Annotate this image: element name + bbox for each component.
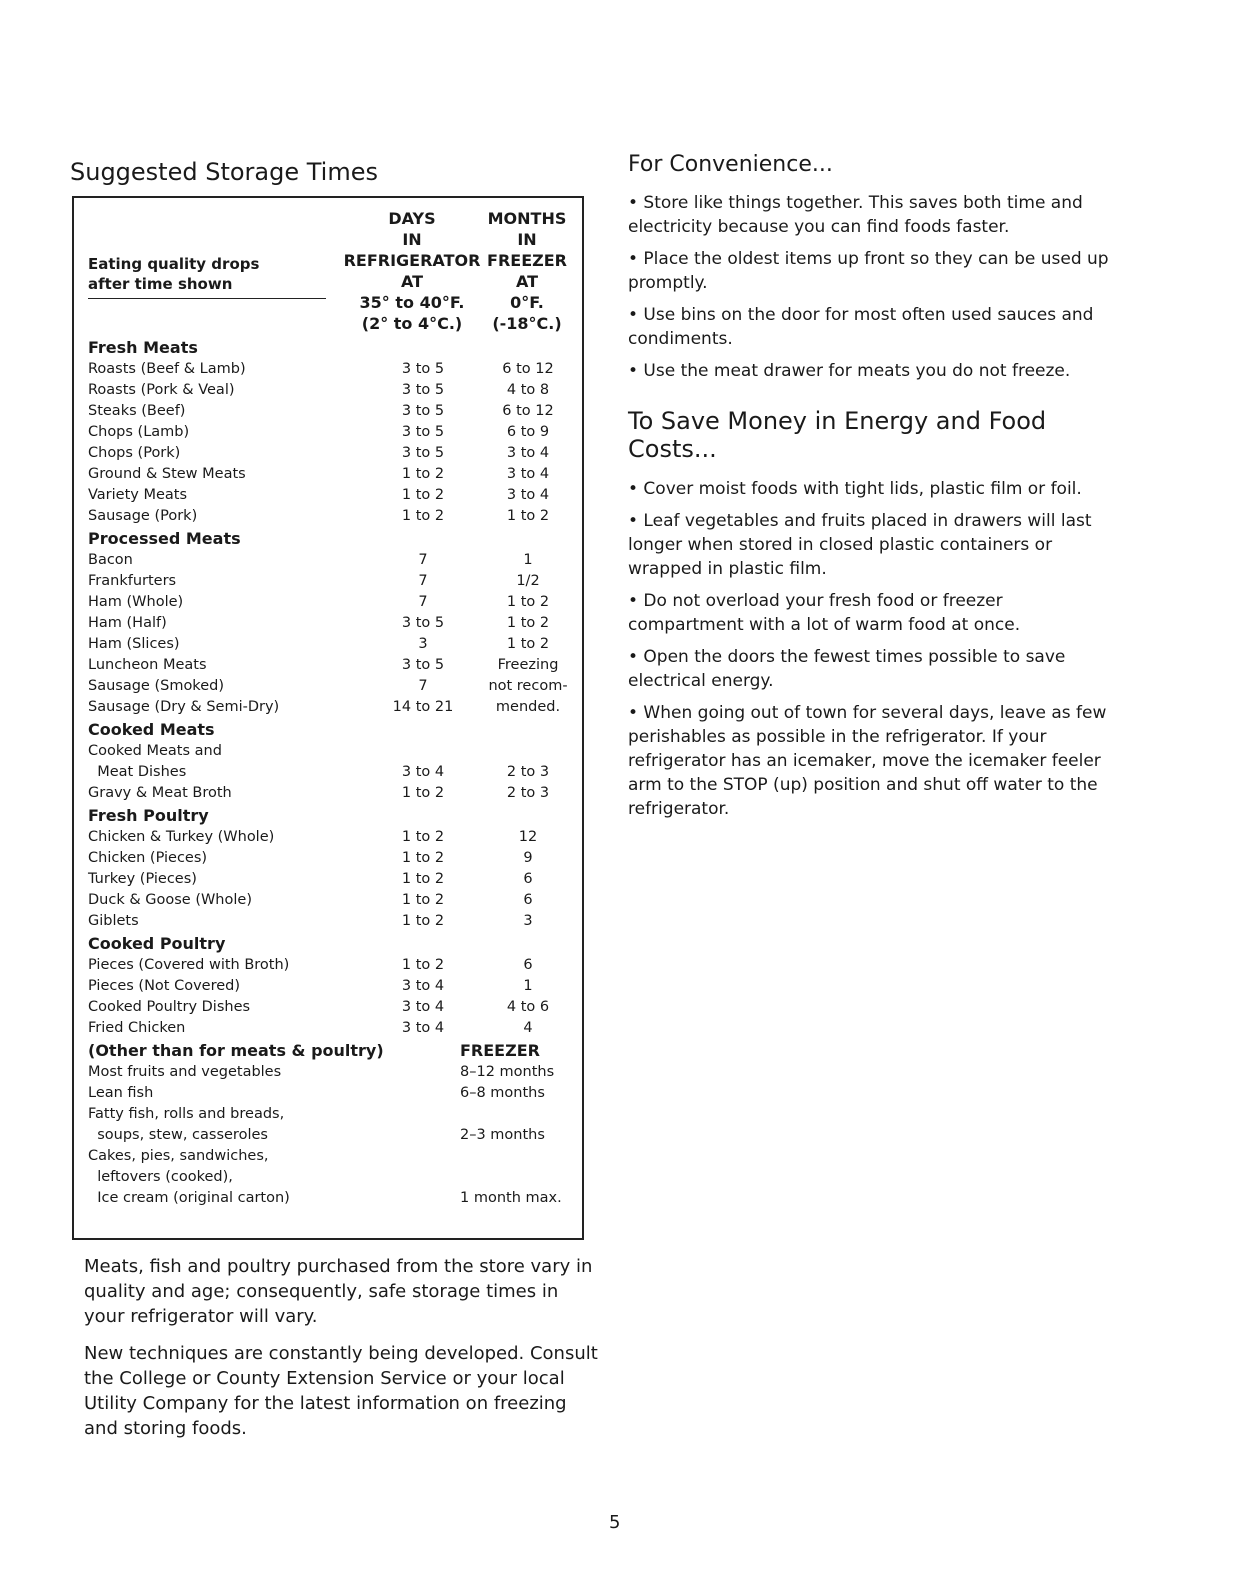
refrigerator-days-cell: 7 [418,573,428,589]
row-label: soups, stew, casseroles [88,1127,268,1143]
freezer-months-cell: 6 to 9 [506,424,550,440]
table-row [88,1064,578,1085]
table-row [88,615,578,636]
freezer-months-cell: 6 to 12 [502,361,554,377]
header-line: REFRIGERATOR [343,251,481,270]
refrigerator-days-cell: 3 to 5 [401,403,445,419]
row-label: Processed Meats [88,529,241,548]
table-row [88,424,578,445]
table-row [88,466,578,487]
table-row [88,1020,578,1041]
refrigerator-days-cell: 3 to 5 [401,657,445,673]
row-label: Chicken (Pieces) [88,850,208,866]
refrigerator-days-cell: 3 to 5 [401,615,445,631]
row-label: Lean fish [88,1085,154,1101]
row-label: Ham (Whole) [88,594,184,610]
row-label: Duck & Goose (Whole) [88,892,252,908]
freezer-months-cell: 2 to 3 [506,764,550,780]
table-row [88,892,578,913]
row-label: Cooked Poultry [88,934,226,953]
row-label: Meat Dishes [88,764,187,780]
row-label: Pieces (Covered with Broth) [88,957,290,973]
tip-bullet: • Use bins on the door for most often used sauces and condiments. [628,305,1094,349]
table-row [88,573,578,594]
table-row [88,978,578,999]
freezer-months-cell: 3 to 4 [506,445,550,461]
freezer-time-cell: 6–8 months [460,1085,545,1101]
refrigerator-days-cell: 1 to 2 [401,508,445,524]
row-label: Giblets [88,913,139,929]
table-row [88,913,578,934]
row-label: Cooked Meats and [88,743,222,759]
refrigerator-column-header [342,208,482,334]
tip-bullet: • Open the doors the fewest times possible to save electrical energy. [628,647,1066,691]
row-label: leftovers (cooked), [88,1169,233,1185]
section-heading-row [88,720,578,743]
row-label: Roasts (Pork & Veal) [88,382,235,398]
row-label: Chops (Lamb) [88,424,190,440]
freezer-months-cell: 2 to 3 [506,785,550,801]
table-row [88,1190,578,1211]
row-label: Ground & Stew Meats [88,466,246,482]
freezer-months-cell: 6 [523,957,533,973]
header-line: IN [517,230,537,249]
table-row [88,1127,578,1148]
convenience-title: For Convenience... [628,152,833,177]
table-row [88,1148,578,1169]
refrigerator-days-cell: 1 to 2 [401,850,445,866]
row-label: Ham (Half) [88,615,167,631]
freezer-months-cell: not recom- [488,678,568,694]
freezer-column-header [474,208,580,334]
table-row [88,699,578,720]
refrigerator-days-cell: 1 to 2 [401,785,445,801]
header-line: MONTHS [487,209,567,228]
row-label: Sausage (Pork) [88,508,198,524]
freezer-months-cell: 4 to 6 [506,999,550,1015]
note-paragraph: Meats, fish and poultry purchased from the store vary in quality and age; consequently, safe storage times in your refrigerator will vary. [84,1256,593,1327]
freezer-months-cell: 1/2 [516,573,540,589]
row-label: Cooked Poultry Dishes [88,999,251,1015]
refrigerator-days-cell: 7 [418,678,428,694]
table-row [88,1106,578,1127]
table-row [88,1041,578,1064]
refrigerator-days-cell: 3 to 4 [401,1020,445,1036]
row-label: Bacon [88,552,133,568]
header-line: (-18°C.) [492,314,562,333]
section-heading-row [88,529,578,552]
freezer-months-cell: 3 to 4 [506,487,550,503]
row-label: Steaks (Beef) [88,403,186,419]
note-paragraph: New techniques are constantly being developed. Consult the College or County Extension Service or your local Utility Company for the latest information on freezing and storing foods. [84,1343,598,1439]
freezer-months-cell: 4 to 8 [506,382,550,398]
table-row [88,636,578,657]
freezer-months-cell: Freezing [497,657,559,673]
header-line: DAYS [388,209,436,228]
row-label: Sausage (Smoked) [88,678,224,694]
tips-column [628,152,1118,829]
freezer-time-cell: 2–3 months [460,1127,545,1143]
row-label: Turkey (Pieces) [88,871,197,887]
section-heading-row [88,806,578,829]
row-label: Pieces (Not Covered) [88,978,241,994]
freezer-months-cell: 1 to 2 [506,615,550,631]
freezer-header-cell: FREEZER [460,1041,540,1060]
note-line: after time shown [88,275,233,293]
table-row [88,594,578,615]
refrigerator-days-cell: 1 to 2 [401,957,445,973]
header-line: (2° to 4°C.) [361,314,463,333]
table-row [88,764,578,785]
freezer-months-cell: 6 [523,892,533,908]
table-rows [88,338,578,1211]
table-row [88,445,578,466]
table-row [88,657,578,678]
row-label: Gravy & Meat Broth [88,785,232,801]
table-row [88,785,578,806]
row-label: Frankfurters [88,573,177,589]
freezer-time-cell: 1 month max. [460,1190,562,1206]
tip-bullet: • Place the oldest items up front so they can be used up promptly. [628,249,1109,293]
table-row [88,1085,578,1106]
refrigerator-days-cell: 3 to 5 [401,361,445,377]
table-row [88,403,578,424]
row-label: Fried Chicken [88,1020,186,1036]
tip-bullet: • Store like things together. This saves both time and electricity because you can find foods faster. [628,193,1083,237]
row-label: Luncheon Meats [88,657,207,673]
freezer-months-cell: 6 to 12 [502,403,554,419]
table-row [88,850,578,871]
header-line: AT [400,272,424,291]
refrigerator-days-cell: 3 to 5 [401,445,445,461]
tip-bullet: • Do not overload your fresh food or freezer compartment with a lot of warm food at once. [628,591,1021,635]
refrigerator-days-cell: 3 to 5 [401,382,445,398]
refrigerator-days-cell: 7 [418,552,428,568]
header-line: IN [402,230,422,249]
table-row [88,678,578,699]
refrigerator-days-cell: 3 to 5 [401,424,445,440]
table-row [88,508,578,529]
row-label: Cooked Meats [88,720,215,739]
refrigerator-days-cell: 3 [418,636,428,652]
freezer-months-cell: mended. [495,699,561,715]
freezer-months-cell: 9 [523,850,533,866]
storage-times-title: Suggested Storage Times [70,158,378,186]
refrigerator-days-cell: 3 to 4 [401,978,445,994]
row-label: Fresh Meats [88,338,198,357]
table-row [88,487,578,508]
refrigerator-days-cell: 7 [418,594,428,610]
row-label: Fresh Poultry [88,806,209,825]
tip-bullet: • Leaf vegetables and fruits placed in drawers will last longer when stored in closed plastic containers or wrapped in plastic film. [628,511,1092,579]
note-line: Eating quality drops [88,255,260,273]
row-label: Cakes, pies, sandwiches, [88,1148,269,1164]
header-line: FREEZER [487,251,567,270]
row-label: Most fruits and vegetables [88,1064,282,1080]
row-label: Chops (Pork) [88,445,181,461]
freezer-months-cell: 1 [523,978,533,994]
refrigerator-days-cell: 1 to 2 [401,487,445,503]
row-label: Ice cream (original carton) [88,1190,290,1206]
table-row [88,361,578,382]
header-line: 0°F. [510,293,544,312]
freezer-months-cell: 3 [523,913,533,929]
freezer-time-cell: 8–12 months [460,1064,555,1080]
row-label: Ham (Slices) [88,636,180,652]
refrigerator-days-cell: 3 to 4 [401,764,445,780]
storage-times-table [72,196,584,1240]
section-heading-row [88,934,578,957]
freezer-months-cell: 1 [523,552,533,568]
freezer-months-cell: 3 to 4 [506,466,550,482]
freezer-months-cell: 1 to 2 [506,636,550,652]
refrigerator-days-cell: 1 to 2 [401,913,445,929]
page-number: 5 [609,1512,621,1533]
refrigerator-days-cell: 3 to 4 [401,999,445,1015]
row-label: Sausage (Dry & Semi-Dry) [88,699,280,715]
row-label: (Other than for meats & poultry) [88,1041,384,1060]
table-row [88,957,578,978]
refrigerator-days-cell: 1 to 2 [401,892,445,908]
freezer-months-cell: 6 [523,871,533,887]
refrigerator-days-cell: 14 to 21 [392,699,454,715]
table-row [88,1169,578,1190]
refrigerator-days-cell: 1 to 2 [401,829,445,845]
divider [88,298,326,299]
freezer-months-cell: 12 [518,829,538,845]
table-row [88,829,578,850]
tip-bullet: • Cover moist foods with tight lids, plastic film or foil. [628,479,1082,499]
table-row [88,999,578,1020]
eating-quality-note [88,254,259,294]
table-row [88,871,578,892]
refrigerator-days-cell: 1 to 2 [401,466,445,482]
freezer-months-cell: 1 to 2 [506,594,550,610]
freezer-months-cell: 1 to 2 [506,508,550,524]
freezer-months-cell: 4 [523,1020,533,1036]
row-label: Variety Meats [88,487,188,503]
save-money-title: To Save Money in Energy and Food Costs... [628,407,1047,463]
tip-bullet: • When going out of town for several days, leave as few perishables as possible in the refrigerator. If your refrigerator has an icemaker, move the icemaker feeler arm to the STOP (up) position and shut off water to the refrigerator. [628,703,1107,819]
row-label: Chicken & Turkey (Whole) [88,829,275,845]
row-label: Roasts (Beef & Lamb) [88,361,246,377]
header-line: 35° to 40°F. [359,293,465,312]
table-row [88,743,578,764]
refrigerator-days-cell: 1 to 2 [401,871,445,887]
tip-bullet: • Use the meat drawer for meats you do not freeze. [628,361,1071,381]
header-line: AT [515,272,539,291]
section-heading-row [88,338,578,361]
table-row [88,382,578,403]
row-label: Fatty fish, rolls and breads, [88,1106,285,1122]
table-row [88,552,578,573]
bottom-notes [84,1254,604,1453]
